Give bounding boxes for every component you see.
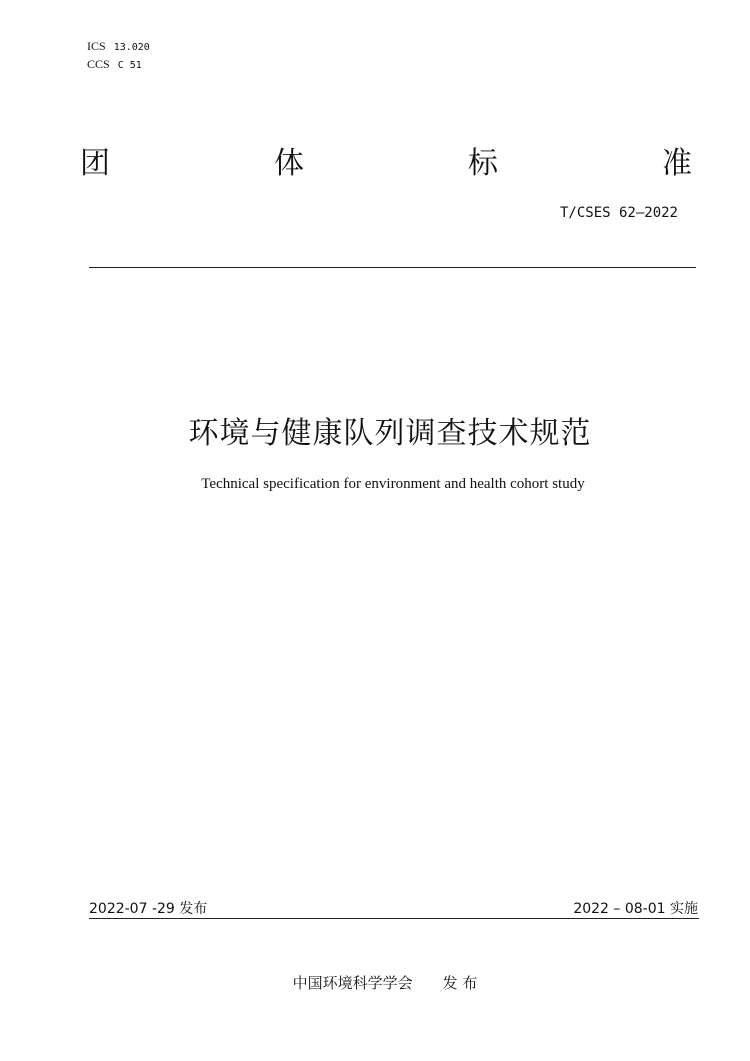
publisher-name: 中国环境科学学会 xyxy=(292,974,413,992)
publisher-action: 发 布 xyxy=(442,974,478,992)
standard-type-char-2: 体 xyxy=(274,146,304,181)
document-title-english: Technical specification for environment and health cohort study xyxy=(201,476,585,492)
ccs-label: CCS xyxy=(87,57,110,71)
standard-type-char-3: 标 xyxy=(468,146,498,181)
issue-date: 2022-07 -29 发布 xyxy=(89,901,208,917)
ics-row xyxy=(87,38,150,56)
publisher-line xyxy=(0,972,750,993)
top-divider xyxy=(89,267,696,268)
ics-label: ICS xyxy=(87,39,106,53)
implementation-date: 2022 – 08-01 实施 xyxy=(573,901,698,917)
classification-codes xyxy=(87,38,150,74)
standard-number: T/CSES 62—2022 xyxy=(559,205,678,221)
standard-type-heading xyxy=(80,146,692,182)
bottom-divider xyxy=(89,918,699,919)
ccs-code: C 51 xyxy=(117,60,142,71)
document-title-chinese: 环境与健康队列调查技术规范 xyxy=(188,416,592,451)
ics-code: 13.020 xyxy=(113,42,150,53)
ccs-row xyxy=(87,56,150,74)
standard-type-char-4: 准 xyxy=(662,146,692,181)
standard-type-char-1: 团 xyxy=(80,146,110,181)
